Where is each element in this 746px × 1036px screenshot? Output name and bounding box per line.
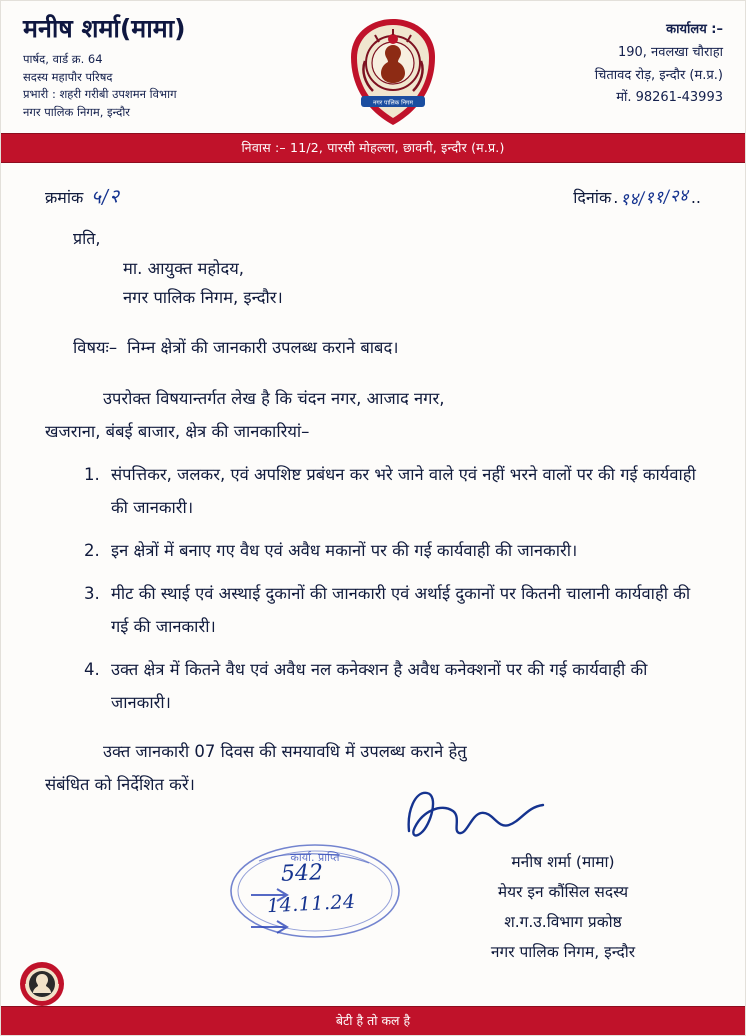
designation-line: प्रभारी : शहरी गरीबी उपशमन विभाग (23, 87, 177, 102)
closing-line: संबंधित को निर्देशित करें। (45, 774, 195, 794)
residence-address-bar: निवास :– 11/2, पारसी मोहल्ला, छावनी, इन्दौर (म.प्र.) (1, 133, 745, 163)
closing-paragraph (45, 735, 701, 801)
letter-body (1, 163, 745, 963)
date-block (573, 185, 701, 211)
recipient-line: नगर पालिक निगम, इन्दौर। (123, 287, 283, 307)
kramank-label: क्रमांक (45, 188, 84, 207)
office-phone: मों. 98261-43993 (616, 90, 723, 106)
points-list (45, 458, 701, 719)
subject-label: विषयः– (73, 337, 118, 357)
sender-designations (23, 51, 313, 122)
intro-paragraph (45, 382, 701, 448)
list-item: 1. संपत्तिकर, जलकर, एवं अपशिष्ट प्रबंधन कर भरे जाने वाले एवं नहीं भरने वालों पर की गई कार्यवाही की जानकारी। (105, 458, 701, 524)
intro-line: खजराना, बंबई बाजार, क्षेत्र की जानकारियां– (45, 421, 310, 441)
date-label: दिनांक (573, 188, 612, 207)
subject-text: निम्न क्षेत्रों की जानकारी उपलब्ध कराने बाबद। (127, 337, 399, 357)
letterhead-right (473, 15, 723, 110)
nagar-palik-nigam-indore-emblem-icon (345, 17, 441, 125)
designation-line: सदस्य महापौर परिषद (23, 69, 113, 84)
kramank-block (45, 183, 120, 209)
letterhead-center (333, 15, 453, 125)
signature-area (45, 803, 701, 963)
date-dot-suffix: .. (690, 188, 701, 207)
mcgm-circular-logo-icon (19, 961, 65, 1007)
kramank-value: ५/२ (90, 185, 122, 209)
letterhead (1, 1, 745, 133)
office-address-line: चितावद रोड़, इन्दौर (म.प्र.) (594, 67, 723, 83)
recipient-address (123, 255, 701, 313)
signoff-line: मनीष शर्मा (मामा) (511, 852, 615, 871)
footer-slogan-bar: बेटी है तो कल है (1, 1006, 745, 1035)
stamp-inward-number: 542 (280, 860, 324, 887)
salutation-prati: प्रति, (73, 229, 101, 248)
date-dot-prefix: . (613, 188, 619, 207)
recipient-line: मा. आयुक्त महोदय, (123, 259, 245, 278)
intro-line: उपरोक्त विषयान्तर्गत लेख है कि चंदन नगर, आजाद नगर, (103, 388, 445, 408)
svg-text:नगर पालिक निगम: नगर पालिक निगम (372, 99, 414, 107)
list-item: 3. मीट की स्थाई एवं अस्थाई दुकानों की जानकारी एवं अर्थाई दुकानों पर कितनी चालानी कार्यवाही की गई की जानकारी। (105, 577, 701, 643)
closing-line: उक्त जानकारी 07 दिवस की समयावधि में उपलब्ध कराने हेतु (103, 741, 467, 761)
sender-name: मनीष शर्मा(मामा) (23, 14, 186, 43)
signoff-line: नगर पालिक निगम, इन्दौर (490, 943, 636, 962)
handwritten-signature-icon (401, 785, 551, 845)
office-address-line: 190, नवलखा चौराहा (617, 44, 723, 60)
designation-line: पार्षद, वार्ड क्र. 64 (23, 51, 103, 66)
signoff-block (433, 847, 693, 968)
letterhead-left (23, 15, 313, 122)
office-label: कार्यालय :– (666, 22, 723, 37)
stamp-inward-date: 14.11.24 (266, 890, 357, 918)
svg-text:कार्या. प्राप्ति: कार्या. प्राप्ति (290, 850, 340, 864)
reference-row (45, 183, 701, 209)
inward-received-stamp-icon (225, 839, 405, 944)
designation-line: नगर पालिक निगम, इन्दौर (23, 105, 131, 120)
date-value: १४/११/२४ (619, 185, 690, 211)
signoff-line: श.ग.उ.विभाग प्रकोष्ठ (504, 913, 622, 932)
signoff-line: मेयर इन कौंसिल सदस्य (497, 882, 629, 901)
list-item: 2. इन क्षेत्रों में बनाए गए वैध एवं अवैध मकानों पर की गई कार्यवाही की जानकारी। (105, 534, 701, 567)
subject-row (73, 335, 701, 358)
list-item: 4. उक्त क्षेत्र में कितने वैध एवं अवैध नल कनेक्शन है अवैध कनेक्शनों पर की गई कार्यवाही की जानकारी। (105, 653, 701, 719)
